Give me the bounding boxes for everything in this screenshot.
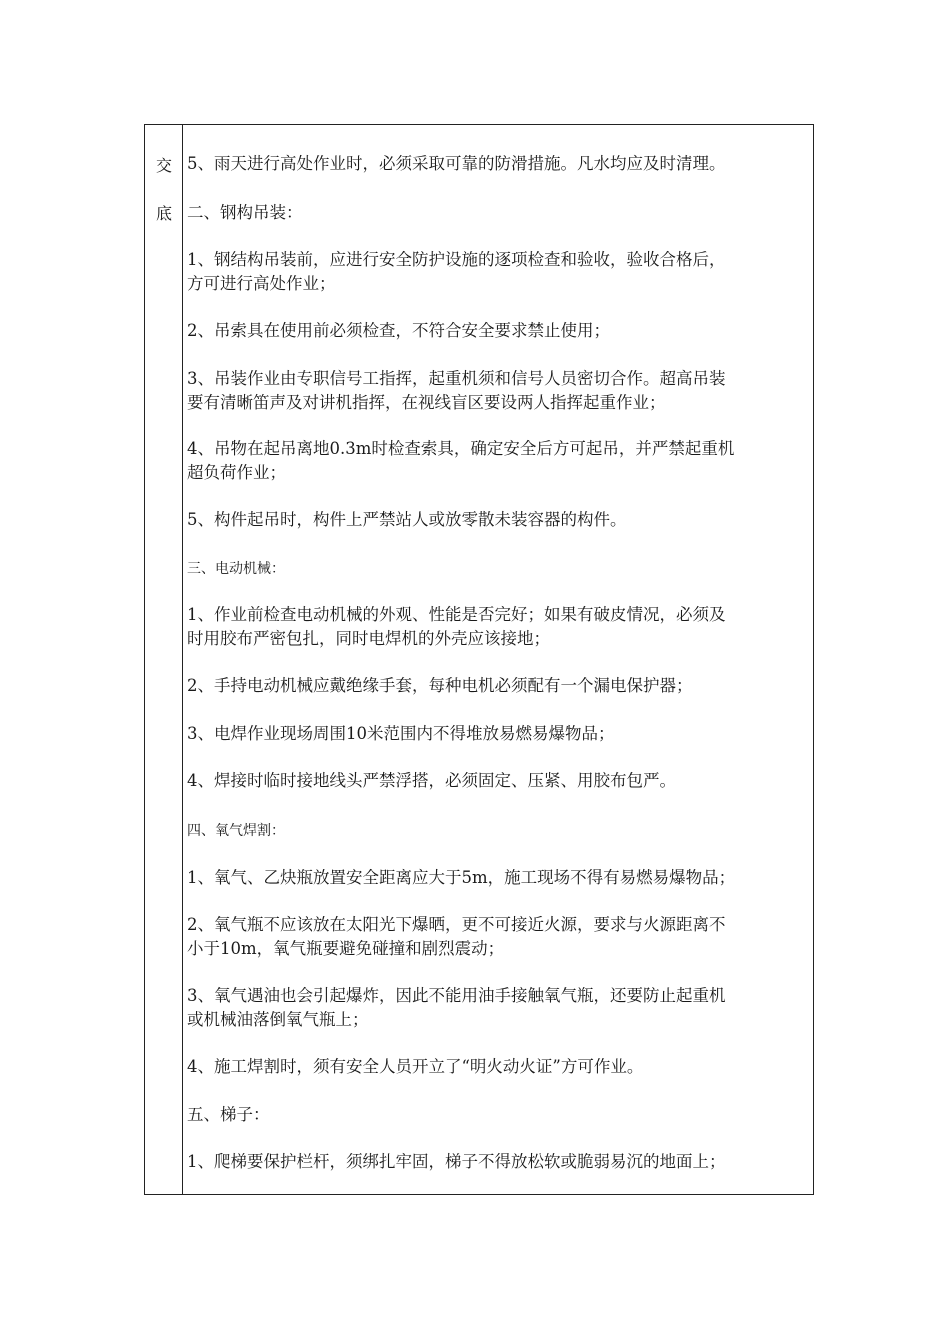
paragraph-line: 4、焊接时临时接地线头严禁浮搭，必须固定、压紧、用胶布包严。 <box>187 771 676 790</box>
paragraph-line: 超负荷作业； <box>187 463 286 482</box>
paragraph-line: 1、作业前检查电动机械的外观、性能是否完好；如果有破皮情况，必须及 <box>187 605 726 624</box>
section-heading <box>187 819 813 843</box>
paragraph <box>187 367 813 415</box>
paragraph-line: 二、钢构吊装： <box>187 203 303 222</box>
paragraph <box>187 722 813 746</box>
paragraph <box>187 984 813 1032</box>
paragraph-line: 时用胶布严密包扎，同时电焊机的外壳应该接地； <box>187 629 550 648</box>
paragraph <box>187 1055 813 1079</box>
paragraph <box>187 437 813 485</box>
paragraph-line: 1、爬梯要保护栏杆，须绑扎牢固，梯子不得放松软或脆弱易沉的地面上； <box>187 1152 726 1171</box>
paragraph <box>187 248 813 296</box>
section-heading <box>187 557 813 581</box>
content-cell <box>184 125 813 1194</box>
row-label-cell <box>145 125 183 1194</box>
paragraph-line: 5、构件起吊时，构件上严禁站人或放零散未装容器的构件。 <box>187 510 627 529</box>
paragraph-line: 3、吊装作业由专职信号工指挥，起重机须和信号人员密切合作。超高吊装 <box>187 369 726 388</box>
paragraph-line: 或机械油落倒氧气瓶上； <box>187 1010 369 1029</box>
section-heading <box>187 1103 813 1127</box>
paragraph <box>187 674 813 698</box>
paragraph <box>187 603 813 651</box>
paragraph <box>187 1150 813 1174</box>
paragraph-line: 1、氧气、乙炔瓶放置安全距离应大于5m，施工现场不得有易燃易爆物品； <box>187 868 736 887</box>
row-label-char: 交 <box>155 156 172 175</box>
paragraph <box>187 913 813 961</box>
paragraph-line: 四、氧气焊割： <box>187 823 285 839</box>
paragraph-line: 2、手持电动机械应戴绝缘手套，每种电机必须配有一个漏电保护器； <box>187 676 693 695</box>
paragraph <box>187 769 813 793</box>
paragraph-line: 2、氧气瓶不应该放在太阳光下爆晒，更不可接近火源，要求与火源距离不 <box>187 915 726 934</box>
paragraph-line: 三、电动机械： <box>187 561 285 577</box>
section-heading <box>187 201 813 225</box>
paragraph-line: 1、钢结构吊装前，应进行安全防护设施的逐项检查和验收，验收合格后， <box>187 250 726 269</box>
safety-briefing-table <box>144 124 814 1195</box>
paragraph-line: 方可进行高处作业； <box>187 274 336 293</box>
paragraph-line: 3、氧气遇油也会引起爆炸，因此不能用油手接触氧气瓶，还要防止起重机 <box>187 986 726 1005</box>
paragraph <box>187 152 813 176</box>
paragraph <box>187 508 813 532</box>
paragraph-line: 小于10m，氧气瓶要避免碰撞和剧烈震动； <box>187 939 505 958</box>
paragraph-line: 要有清晰笛声及对讲机指挥，在视线盲区要设两人指挥起重作业； <box>187 393 666 412</box>
paragraph-line: 2、吊索具在使用前必须检查，不符合安全要求禁止使用； <box>187 321 610 340</box>
paragraph-line: 4、施工焊割时，须有安全人员开立了“明火动火证”方可作业。 <box>187 1057 644 1076</box>
paragraph <box>187 866 813 890</box>
paragraph-line: 5、雨天进行高处作业时，必须采取可靠的防滑措施。凡水均应及时清理。 <box>187 154 726 173</box>
paragraph-line: 五、梯子： <box>187 1105 270 1124</box>
paragraph-line: 3、电焊作业现场周围10米范围内不得堆放易燃易爆物品； <box>187 724 615 743</box>
paragraph <box>187 319 813 343</box>
paragraph-line: 4、吊物在起吊离地0.3m时检查索具，确定安全后方可起吊，并严禁起重机 <box>187 439 735 458</box>
row-label-char: 底 <box>155 204 172 223</box>
